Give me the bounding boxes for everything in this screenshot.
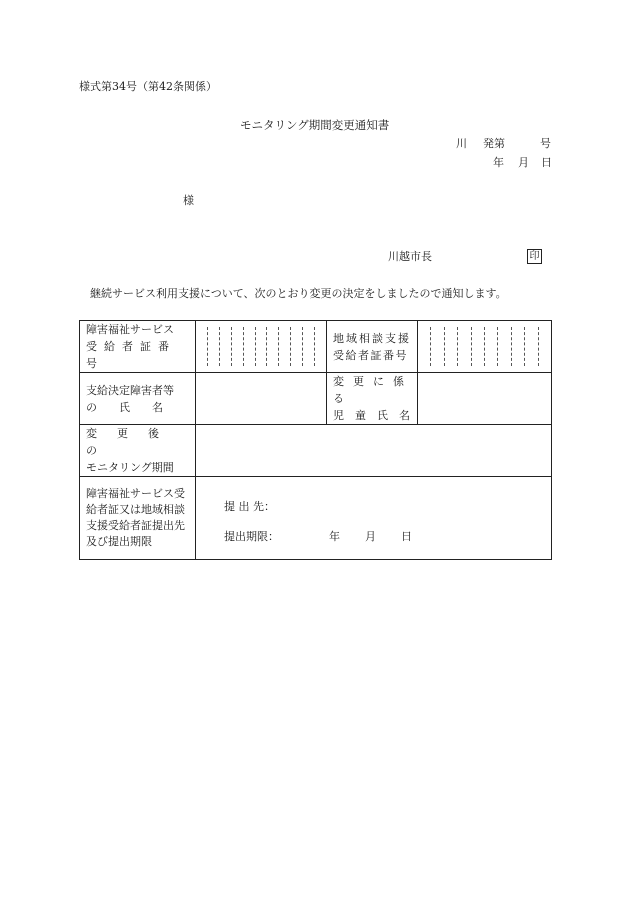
monitoring-period-label: 変更後の モニタリング期間 [80, 425, 196, 477]
deadline-day: 日 [401, 530, 412, 543]
issue-number-hatsu: 発第 [483, 137, 505, 150]
certificate-submission-cell [196, 477, 552, 560]
recipient-name-label: 支給決定障害者等 の 氏 名 [80, 373, 196, 425]
issue-number-city: 川 [456, 137, 467, 150]
certificate-submission-label: 障害福祉サービス受 給者証又は地域相談 支援受給者証提出先 及び提出期限 [80, 477, 196, 560]
service-certificate-number-boxes [196, 321, 327, 373]
seal-mark: 印 [527, 249, 542, 264]
recipient-name-cell [196, 373, 327, 425]
child-name-label: 変更に係る 児 童 氏 名 [327, 373, 418, 425]
consultation-certificate-number-boxes [418, 321, 552, 373]
child-name-cell [418, 373, 552, 425]
consultation-certificate-number-label: 地域相談支援 受給者証番号 [327, 321, 418, 373]
notification-table [79, 320, 552, 560]
document-title: モニタリング期間変更通知書 [240, 118, 390, 132]
form-number: 様式第34号（第42条関係） [79, 80, 217, 93]
deadline-label: 提出期限： [224, 530, 279, 543]
date-month: 月 [518, 156, 529, 169]
deadline-month: 月 [365, 530, 376, 543]
body-text: 継続サービス利用支援について、次のとおり変更の決定をしましたので通知します。 [90, 287, 507, 300]
submit-to-label: 提 出 先： [224, 500, 275, 513]
recipient-suffix: 様 [183, 194, 194, 207]
issuer-name: 川越市長 [388, 250, 432, 263]
service-certificate-number-label: 障害福祉サービス 受給者証番号 [80, 321, 196, 373]
monitoring-period-cell [196, 425, 552, 477]
date-day: 日 [541, 156, 552, 169]
issue-number-go: 号 [540, 137, 551, 150]
date-year: 年 [493, 156, 504, 169]
deadline-year: 年 [329, 530, 340, 543]
